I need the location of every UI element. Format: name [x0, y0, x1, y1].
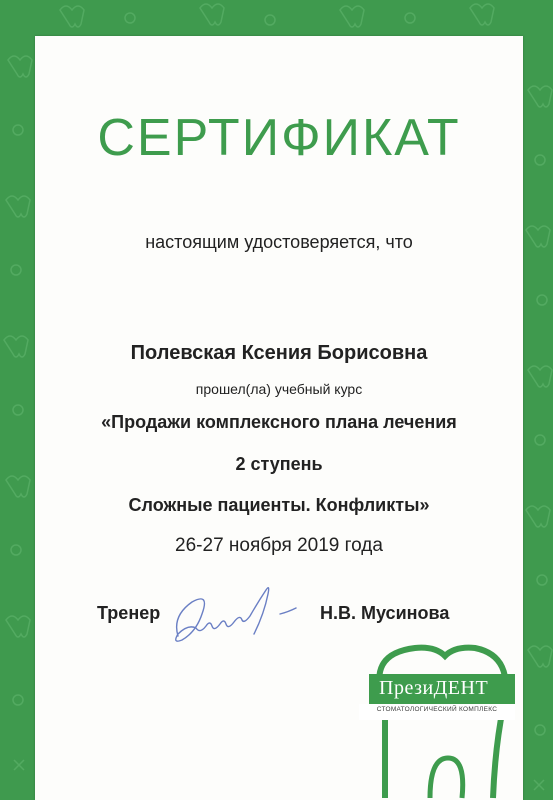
course-title-line-3: Сложные пациенты. Конфликты»	[128, 495, 430, 515]
trainer-label: Тренер	[97, 603, 161, 623]
certificate-sheet	[35, 36, 523, 800]
logo-name: ПрезиДЕНТ	[379, 677, 489, 699]
trainer-name: Н.В. Мусинова	[320, 603, 450, 623]
trainer-signature	[160, 584, 300, 654]
completed-course-text: прошел(ла) учебный курс	[195, 381, 363, 397]
recipient-name: Полевская Ксения Борисовна	[130, 342, 428, 364]
certificate-title: СЕРТИФИКАТ	[97, 109, 461, 167]
course-title-line-1: «Продажи комплексного плана лечения	[101, 412, 457, 432]
course-title-line-2: 2 ступень	[235, 454, 323, 474]
intro-text: настоящим удостоверяется, что	[145, 232, 413, 252]
logo-subtitle: СТОМАТОЛОГИЧЕСКИЙ КОМПЛЕКС	[376, 706, 498, 713]
tooth-logo-icon	[345, 634, 515, 800]
course-date: 26-27 ноября 2019 года	[175, 535, 383, 556]
